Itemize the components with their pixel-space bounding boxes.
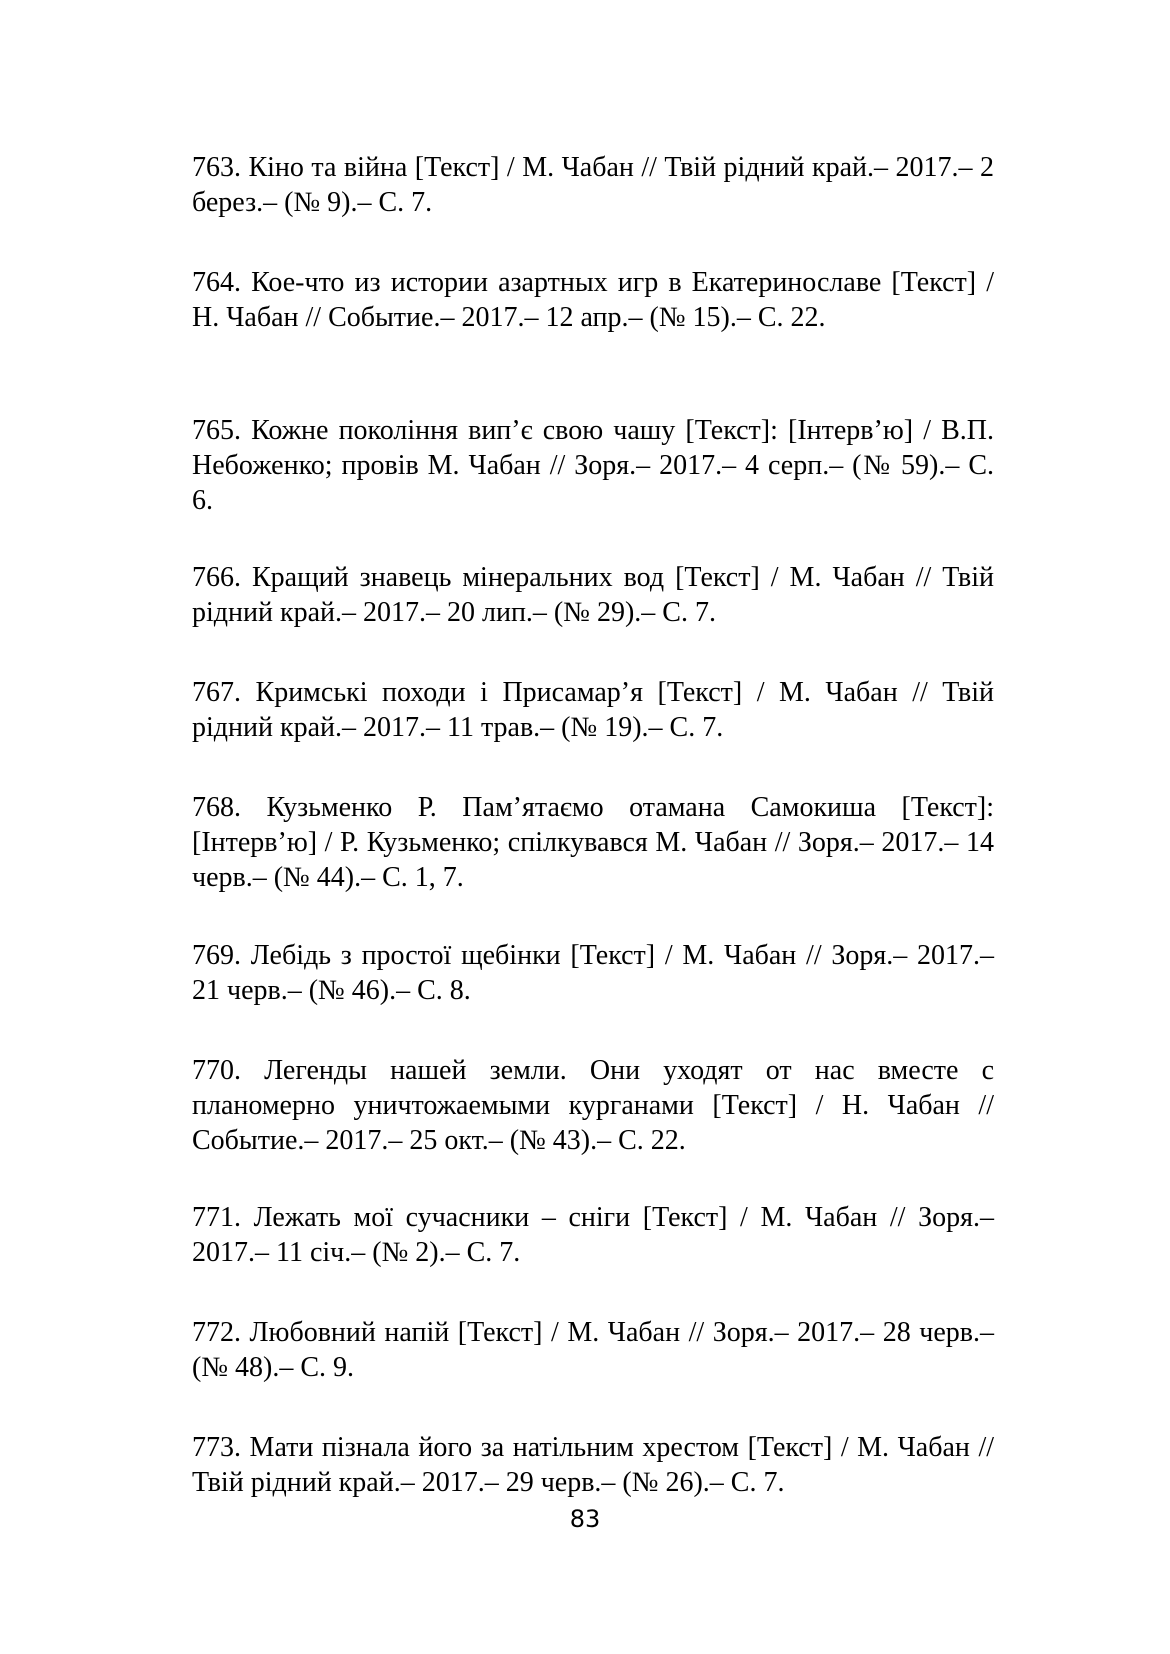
bibliography-entry-765: 765. Кожне покоління вип’є свою чашу [Текст]: [Інтерв’ю] / В.П. Небоженко; провів М. Чабан // Зоря.– 2017.– 4 серп.– (№ 59).– С. 6. <box>192 415 994 516</box>
bibliography-entry-769: 769. Лебідь з простої щебінки [Текст] / М. Чабан // Зоря.– 2017.– 21 черв.– (№ 46).– С. 8. <box>192 940 994 1006</box>
bibliography-entry-763: 763. Кіно та війна [Текст] / М. Чабан // Твій рідний край.– 2017.– 2 берез.– (№ 9).– С. 7. <box>192 152 994 218</box>
bibliography-entry-772: 772. Любовний напій [Текст] / М. Чабан // Зоря.– 2017.– 28 черв.– (№ 48).– С. 9. <box>192 1317 994 1383</box>
bibliography-entry-766: 766. Кращий знавець мінеральних вод [Текст] / М. Чабан // Твій рідний край.– 2017.– 20 лип.– (№ 29).– С. 7. <box>192 562 994 628</box>
bibliography-entry-771: 771. Лежать мої сучасники – сніги [Текст] / М. Чабан // Зоря.– 2017.– 11 січ.– (№ 2).– С. 7. <box>192 1202 994 1268</box>
bibliography-entry-773: 773. Мати пізнала його за натільним хрестом [Текст] / М. Чабан // Твій рідний край.– 2017.– 29 черв.– (№ 26).– С. 7. <box>192 1432 994 1498</box>
bibliography-entry-768: 768. Кузьменко Р. Пам’ятаємо отамана Самокиша [Текст]: [Інтерв’ю] / Р. Кузьменко; спілкувався М. Чабан // Зоря.– 2017.– 14 черв.– (№ 44).– С. 1, 7. <box>192 792 994 893</box>
bibliography-entry-764: 764. Кое-что из истории азартных игр в Екатеринославе [Текст] / Н. Чабан // Событие.– 2017.– 12 апр.– (№ 15).– С. 22. <box>192 267 994 333</box>
bibliography-entry-767: 767. Кримські походи і Присамар’я [Текст] / М. Чабан // Твій рідний край.– 2017.– 11 трав.– (№ 19).– С. 7. <box>192 677 994 743</box>
bibliography-entry-770: 770. Легенды нашей земли. Они уходят от нас вместе с планомерно уничтожаемыми курганами [Текст] / Н. Чабан // Событие.– 2017.– 25 окт.– (№ 43).– С. 22. <box>192 1055 994 1156</box>
page-number: 83 <box>569 1505 601 1533</box>
